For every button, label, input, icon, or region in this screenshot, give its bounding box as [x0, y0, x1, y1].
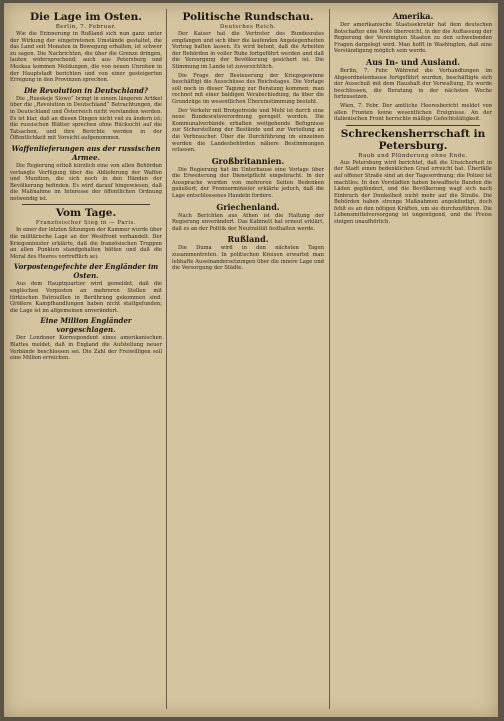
article-paragraph: Die Frage der Besteuerung der Kriegsgewinne beschäftigt die Ausschüsse des Reichstages. Die Vorlage soll noch in dieser Tagung zur Beratung kommen; man rechnet mit einer baldigen Verabschiedung, da über die Grundzüge im wesentlichen Übereinstimmung besteht. — [172, 72, 324, 105]
article-paragraph: Die Regierung hat im Unterhause eine Vorlage über die Erweiterung der Dienstpflicht eingebracht. In der Aussprache wurden von mehreren Seiten Bedenken geäußert; der Premierminister erklärte jedoch, daß die Lage entschlossenes Handeln fordere. — [172, 166, 324, 200]
column-rule — [329, 9, 330, 709]
article-paragraph: Der amerikanische Staatssekretär hat dem deutschen Botschafter eine Note überreicht, in der die Auffassung der Regierung der Vereinigten Staaten zu den schwebenden Fragen dargelegt wird. Man hofft in Washington, daß eine Verständigung möglich sein werde. — [334, 22, 492, 55]
article-paragraph: Der Verkehr mit Brotgetreide und Mehl ist durch eine neue Bundesratsverordnung geregelt worden. Die Kommunalverbände erhalten weitgehende Befugnisse zur Sicherstellung der Bestände und zur Verteilung an die Verbraucher. Über die Durchführung im einzelnen werden die Landesbehörden nähere Bestimmungen erlassen. — [172, 107, 324, 154]
article-paragraph: Die Duma wird in den nächsten Tagen zusammentreten. In politischen Kreisen erwartet man lebhafte Auseinandersetzungen über die innere Lage und die Versorgung der Städte. — [172, 245, 324, 272]
newspaper-page — [4, 3, 498, 717]
subheadline: Die Revolution in Deutschland? — [23, 85, 149, 95]
subheadline: Aus In- und Ausland. — [366, 56, 460, 67]
article-paragraph: Die Regierung erließ kürzlich eine von allen Behörden verlangte Verfügung über die Ablieferung der Waffen und Munition, die sich noch in den Händen der Bevölkerung befinden. Es wird darauf hingewiesen, daß die Maßnahme im Interesse der öffentlichen Ordnung notwendig ist. — [10, 162, 162, 202]
subheadline: Großbritannien. — [211, 155, 285, 166]
article-paragraph: In einer der letzten Sitzungen der Kammer wurde über die militärische Lage an der Westfront verhandelt. Der Kriegsminister erklärte, daß die französischen Truppen an allen Punkten standgehalten hätten und daß die Moral des Heeres vortrefflich sei. — [10, 227, 162, 260]
headline: Vom Tage. — [55, 207, 117, 220]
article-paragraph: Der Kaiser hat die Vertreter des Bundesrates empfangen und sich über die laufenden Angelegenheiten Vortrag halten lassen. Es wird betont, daß die Arbeiten der Behörden in voller Ruhe fortgeführt werden und daß die Versorgung der Bevölkerung gesichert ist. Die Stimmung im Lande ist zuversichtlich. — [172, 31, 324, 70]
subheadline: Raub und Plünderung ohne Ende. — [358, 152, 468, 159]
subheadline: Eine Million Engländer vorgeschlagen. — [40, 316, 132, 335]
column-right — [334, 9, 492, 709]
headline: Politische Rundschau. — [182, 11, 314, 23]
headline: Schreckensherrschaft in Petersburg. — [340, 127, 486, 152]
article-paragraph: Die „Russkoje Slowo“ bringt in einem längeren Artikel über die „Revolution in Deutschland“ Betrachtungen, die in Deutschland und Österreich nicht verstanden werden. Es ist klar, daß an diesen Dingen nicht viel zu ändern ist; die russischen Blätter sprechen ohne Rücksicht auf die Tatsachen, und ihre Berichte werden in der Öffentlichkeit mit Vorsicht aufgenommen. — [10, 95, 162, 142]
column-rule — [166, 9, 167, 709]
dateline: Berlin, 7. Februar. — [55, 24, 117, 30]
article-paragraph: Der Londoner Korrespondent eines amerikanischen Blattes meldet, daß in England die Aufstellung neuer Verbände beschlossen sei. Die Zahl der Freiwilligen soll eine Million erreichen. — [10, 335, 162, 362]
headline: Die Lage im Osten. — [30, 11, 142, 23]
subheadline: Vorpostengefechte der Engländer im Osten. — [13, 262, 159, 281]
headline: Amerika. — [392, 11, 434, 21]
article-paragraph: Wie die Erinnerung in Rußland sich nun ganz unter der Wirkung der eingetretenen Umstände gestaltet, die das Land seit Monaten in Bewegung erhalten, ist schwer zu sagen. Die Nachrichten, die über die Grenze dringen, lauten widersprechend; auch aus Petersburg und Moskau kommen Meldungen, die von neuen Unruhen in der Hauptstadt berichten und von einer gesteigerten Erregung in den Provinzen sprechen. — [10, 31, 162, 84]
article-paragraph: Wien, 7. Febr. Der amtliche Heeresbericht meldet von allen Fronten keine wesentlichen Ereignisse. An der italienischen Front herrschte mäßige Gefechtstätigkeit. — [334, 102, 492, 123]
column-left — [10, 9, 162, 709]
article-paragraph: Berlin, 7. Febr. Während die Verhandlungen im Abgeordnetenhause fortgeführt wurden, beschäftigte sich der Ausschuß mit dem Haushalt der Verwaltung. Es wurde beschlossen, die Beratung in der nächsten Woche fortzusetzen. — [334, 67, 492, 101]
subheadline: Griechenland. — [216, 201, 280, 212]
subheadline: Deutsches Reich. — [219, 24, 277, 30]
divider — [22, 204, 150, 205]
subheadline: Französischer Sieg in — Paris. — [35, 220, 137, 227]
article-paragraph: Aus Petersburg wird berichtet, daß die Unsicherheit in der Stadt einen bedenklichen Grad erreicht hat. Überfälle auf offener Straße sind an der Tagesordnung; die Polizei ist machtlos. In den Vorstädten haben bewaffnete Banden die Läden geplündert, und die Bevölkerung wagt sich nach Einbruch der Dunkelheit nicht mehr auf die Straße. Die Behörden haben strenge Maßnahmen angekündigt, doch fehlt es an den nötigen Kräften, um sie durchzuführen. Die Lebensmittelversorgung ist ungenügend, und die Preise steigen unaufhörlich. — [334, 159, 492, 226]
article-paragraph: Aus dem Hauptquartier wird gemeldet, daß die englischen Vorposten an mehreren Stellen mit türkischen Patrouillen in Berührung gekommen sind. Größere Kampfhandlungen haben nicht stattgefunden; die Lage ist im allgemeinen unverändert. — [10, 281, 162, 314]
column-middle — [172, 9, 324, 709]
subheadline: Waffenlieferungen aus der russischen Armee. — [11, 143, 161, 162]
divider — [346, 125, 480, 126]
article-paragraph: Nach Berichten aus Athen ist die Haltung der Regierung unverändert. Das Kabinett hat erneut erklärt, daß es an der Politik der Neutralität festhalten werde. — [172, 212, 324, 232]
subheadline: Rußland. — [227, 234, 269, 245]
